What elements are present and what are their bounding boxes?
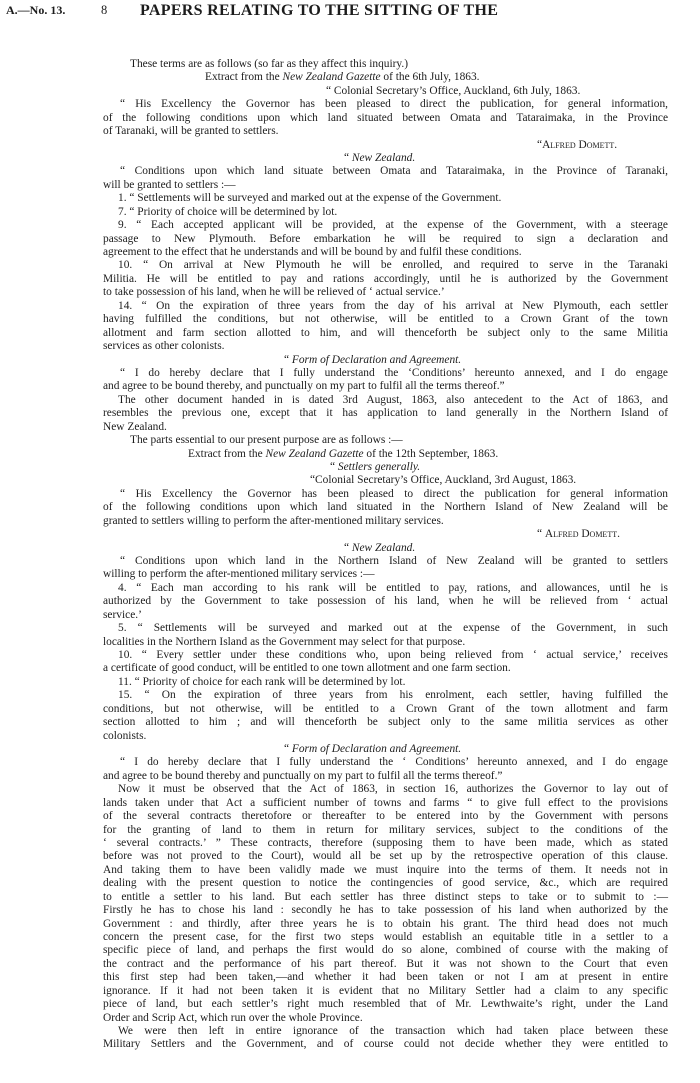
text-line: “ His Excellency the Governor has been pleased to direct the publication, for general information,	[120, 98, 668, 111]
text-line: ignorance. If it had not been taken it is evident that no Military Settler had a claim to any specific	[103, 984, 668, 997]
text-line: passage to New Plymouth. Before embarkation he will be required to sign a declaration and	[103, 232, 668, 245]
text-line: will be granted to settlers :—	[103, 178, 236, 191]
text-line: “ Settlers generally.	[330, 460, 421, 473]
text-line: Order and Scrip Act, which run over the whole Province.	[103, 1011, 363, 1024]
text-line: 5. “ Settlements will be surveyed and marked out at the expense of the Government, in such	[118, 622, 668, 635]
text-line: of the following conditions upon which land situated between Omata and Tataraimaka, in the Province	[103, 111, 668, 124]
text-line: services as other colonists.	[103, 340, 225, 352]
text-line: 1. “ Settlements will be surveyed and marked out at the expense of the Government.	[118, 192, 502, 205]
text-line: “ Conditions upon which land in the Northern Island of New Zealand will be granted to settlers	[120, 554, 668, 567]
text-line: Now it must be observed that the Act of 1863, in section 16, authorizes the Governor to lay out of	[118, 783, 668, 796]
running-title: PAPERS RELATING TO THE SITTING OF THE	[140, 2, 499, 19]
text-line: agreement to the effect that he understands and will be bound by and fulfil these conditions.	[103, 246, 522, 258]
text-line: These terms are as follows (so far as they affect this inquiry.)	[130, 58, 409, 70]
text-line: of the following conditions upon which land situated in the Northern Island of New Zealand will be	[103, 501, 668, 514]
text-line: “ I do hereby declare that I fully understand the ‘ Conditions’ hereunto annexed, and I do engage	[120, 756, 668, 769]
text-line: We were then left in entire ignorance of the transaction which had taken place between these	[118, 1025, 668, 1037]
document-reference: A.—No. 13.	[6, 3, 66, 17]
text-line: and agree to be bound thereby and punctually on my part to fulfil all the terms thereof.”	[103, 769, 503, 782]
text-line: piece of land, but each settler’s right much resembled that of Mr. Lewthwaite’s right, under the Land	[103, 998, 668, 1011]
text-line: New Zealand.	[103, 420, 167, 433]
text-line: authorized by the Government to take possession of his land, when he will be relieved from ‘ actual	[103, 595, 668, 608]
text-line: “ Alfred Domett.	[537, 528, 620, 540]
text-line: “ Colonial Secretary’s Office, Auckland, 6th July, 1863.	[326, 84, 581, 97]
text-line: The other document handed in is dated 3rd August, 1863, also antecedent to the Act of 1863, and	[118, 393, 668, 406]
text-line: The parts essential to our present purpose are as follows :—	[130, 434, 403, 446]
text-line: allotment and farm section allotted to him, and will thenceforth be subject only to the same Militia	[103, 326, 668, 339]
text-line: lands taken under that Act a sufficient number of towns and farms “ to give full effect to the provisions	[103, 796, 668, 809]
text-line: section allotted to him ; and will thenceforth be subject only to the same militia services as other	[103, 716, 668, 729]
text-line: 14. “ On the expiration of three years from the day of his arrival at New Plymouth, each settler	[118, 299, 668, 312]
text-line: willing to perform the after-mentioned military services :—	[103, 568, 375, 581]
page-number: 8	[101, 3, 108, 17]
text-line: “Alfred Domett.	[537, 138, 618, 151]
text-line: “ Form of Declaration and Agreement.	[284, 742, 462, 755]
text-line: dealing with the present question to notice the contingencies of good service, &c., which are required	[103, 877, 668, 890]
text-line: “ New Zealand.	[344, 541, 416, 554]
text-line: this first step had been taken,—and whether it had been taken or not I am at present in entire	[103, 971, 668, 984]
text-line: having fulfilled the conditions, but not otherwise, will be entitled to a Crown Grant of the town	[103, 313, 668, 326]
text-line: And taking them to have been validly made we must inquire into the terms of them. It needs not in	[103, 863, 668, 876]
text-line: 7. “ Priority of choice will be determined by lot.	[118, 205, 338, 218]
text-line: “ I do hereby declare that I fully understand the ‘Conditions’ hereunto annexed, and I do engage	[120, 366, 668, 379]
text-line: “ Conditions upon which land situate between Omata and Tataraimaka, in the Province of Taranaki,	[120, 165, 668, 178]
text-line: concern the present case, for the first two steps would establish an equitable title in a settler to a	[103, 930, 668, 943]
text-line: Extract from the New Zealand Gazette of the 12th September, 1863.	[188, 447, 499, 460]
text-line: before was not proved to the Court), would all be set up by the retrospective operation of this clause.	[103, 850, 668, 863]
text-line: “Colonial Secretary’s Office, Auckland, 3rd August, 1863.	[310, 474, 577, 487]
text-line: “ His Excellency the Governor has been pleased to direct the publication for general information	[120, 487, 668, 500]
text-line: Government : and thirdly, after three years he is to obtain his grant. The third head does not much	[103, 917, 668, 930]
text-line: and agree to be bound thereby, and punctually on my part to fulfil all the terms thereof.”	[103, 380, 505, 393]
text-line: “ New Zealand.	[344, 152, 416, 164]
text-line: to entitle a settler to his land. But each settler has three distinct steps to take or to submit to :—	[103, 890, 668, 903]
text-line: specific piece of land, and perhaps the first would do so alone, combined of course with the making of	[103, 944, 668, 957]
text-line: the contract and the performance of his part thereof. But it was not shown to the Court that even	[103, 957, 668, 970]
text-line: conditions, but not otherwise, will be entitled to a Crown Grant of the town allotment and farm	[103, 702, 668, 715]
text-line: 10. “ Every settler under these conditions who, upon being relieved from ‘ actual service,’ receives	[118, 648, 668, 661]
text-line: granted to settlers willing to perform the after-mentioned military services.	[103, 514, 444, 527]
text-line: colonists.	[103, 729, 147, 742]
text-line: a certificate of good conduct, will be entitled to one town allotment and one farm section.	[103, 662, 511, 675]
text-line: 15. “ On the expiration of three years from his enrolment, each settler, having fulfilled the	[118, 689, 668, 702]
text-line: 4. “ Each man according to his rank will be entitled to pay, rations, and allowances, until he is	[118, 581, 668, 594]
text-line: localities in the Northern Island as the Government may select for that purpose.	[103, 635, 466, 648]
text-line: ‘ several contracts.’ ” These contracts, therefore (supposing them to have been made, which as stated	[103, 836, 668, 849]
text-line: to take possession of his land, when he will be relieved of ‘ actual service.’	[103, 286, 445, 299]
text-line: 9. “ Each accepted applicant will be provided, at the expense of the Government, with a steerage	[118, 219, 668, 232]
text-line: of Taranaki, will be granted to settlers.	[103, 125, 279, 138]
text-line: Extract from the New Zealand Gazette of the 6th July, 1863.	[205, 71, 480, 84]
text-line: 10. “ On arrival at New Plymouth he will be enrolled, and required to serve in the Taranaki	[118, 259, 668, 272]
text-line: Militia. He will be entitled to pay and rations accordingly, until he is authorized by the Government	[103, 272, 668, 285]
text-line: 11. “ Priority of choice for each rank will be determined by lot.	[118, 675, 406, 688]
text-line: resembles the previous one, except that it has application to land generally in the Northern Island of	[103, 407, 668, 420]
text-line: Military Settlers and the Government, and of course could not decide whether they were entitled to	[103, 1038, 668, 1051]
text-line: for the granting of land to them in return for military services, subject to the conditions of the	[103, 823, 668, 836]
text-line: “ Form of Declaration and Agreement.	[284, 353, 462, 366]
text-line: service.’	[103, 608, 142, 621]
text-line: of the several contracts theretofore or thereafter to be entered into by the Government with persons	[103, 810, 668, 823]
text-line: Firstly he has to chose his land : secondly he has to take possession of his land when authorized by the	[103, 904, 668, 917]
